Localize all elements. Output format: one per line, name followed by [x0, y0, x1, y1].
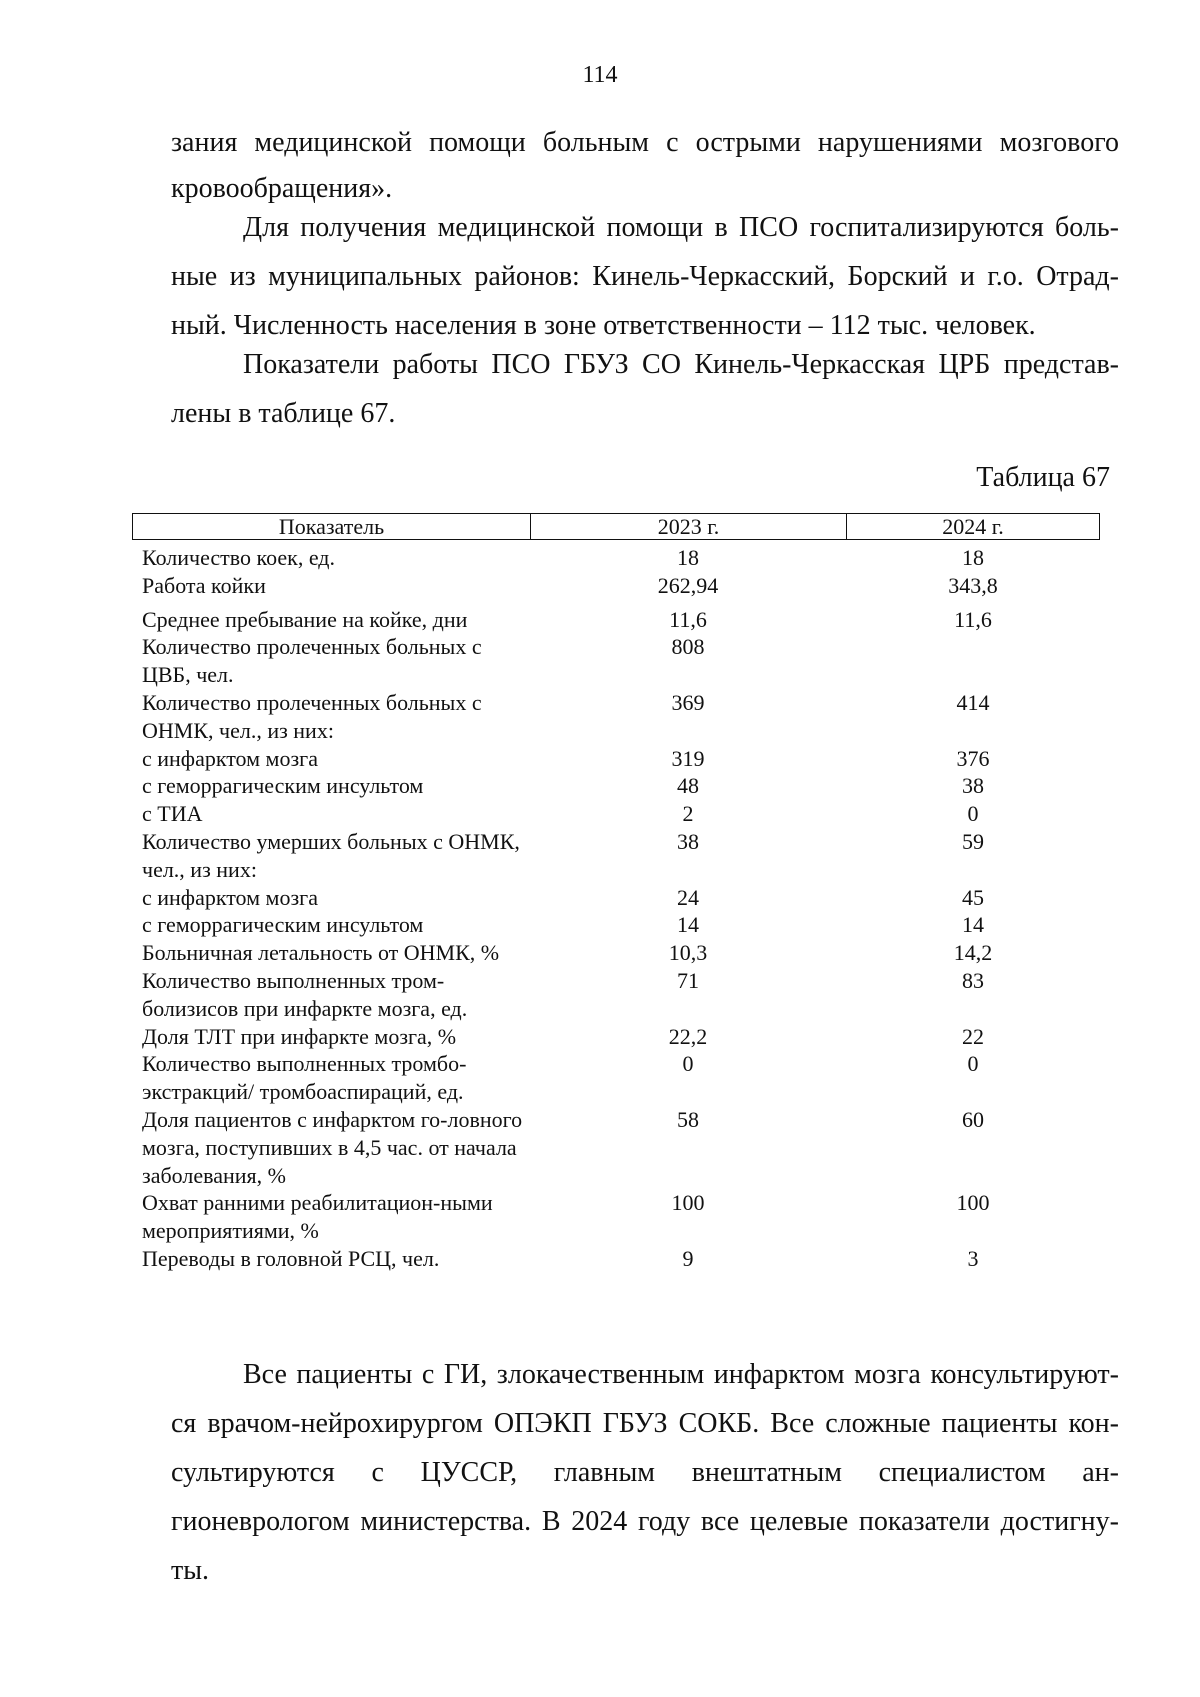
- page-number: 114: [582, 62, 618, 88]
- table-row: [132, 800, 1100, 828]
- row-label: Количество пролеченных больных с ОНМК, чел., из них:: [142, 689, 482, 743]
- row-label: с геморрагическим инсультом: [142, 912, 424, 938]
- value-2024: 60: [962, 1106, 984, 1132]
- value-2024: 14,2: [953, 940, 993, 966]
- row-label: Количество выполненных тромбо-экстракций/ тромбоаспираций, ед.: [142, 1051, 467, 1105]
- value-2023: 369: [671, 689, 705, 715]
- value-2023: 808: [671, 634, 705, 660]
- table-header-2024: 2024 г.: [942, 513, 1004, 539]
- table-row: [132, 633, 1100, 689]
- table-row: [132, 884, 1100, 912]
- paragraph-3: Показатели работы ПСО ГБУЗ СО Кинель-Черкасская ЦРБ представ-лены в таблице 67.: [171, 349, 1119, 429]
- table-row: [132, 828, 1100, 884]
- value-2024: 45: [962, 884, 984, 910]
- row-label: Количество коек, ед.: [142, 545, 335, 570]
- value-2024: 0: [967, 801, 979, 827]
- value-2024: 11,6: [954, 606, 992, 632]
- value-2024: 0: [967, 1051, 979, 1077]
- row-label: Больничная летальность от ОНМК, %: [142, 940, 500, 966]
- table-row: [132, 544, 1100, 572]
- paragraph-1-line-1: зания медицинской помощи больным с острыми нарушениями мозгового: [171, 127, 1119, 158]
- table-header-2023: 2023 г.: [531, 514, 847, 539]
- table-row: [132, 606, 1100, 634]
- table-row: [132, 911, 1100, 939]
- table-row: [132, 745, 1100, 773]
- value-2023: 100: [671, 1190, 705, 1216]
- table-caption: Таблица 67: [976, 462, 1110, 493]
- value-2023: 22,2: [668, 1023, 708, 1049]
- value-2024: 100: [956, 1190, 990, 1216]
- value-2023: 262,94: [657, 572, 719, 598]
- table-row: [132, 689, 1100, 745]
- value-2023: 48: [677, 773, 699, 799]
- row-label: с инфарктом мозга: [142, 884, 318, 910]
- value-2023: 38: [677, 828, 699, 854]
- table-header-row: [132, 513, 1100, 540]
- paragraph-2: Для получения медицинской помощи в ПСО госпитализируются боль-ные из муниципальных районов: Кинель-Черкасский, Борский и г.о. Отрад-ный. Численность населения в зоне ответственности – 112 тыс. человек.: [171, 212, 1119, 341]
- value-2024: 22: [962, 1023, 984, 1049]
- row-label: Среднее пребывание на койке, дни: [142, 606, 468, 632]
- table-row: [132, 967, 1100, 1023]
- table-row: [132, 939, 1100, 967]
- paragraph-1-line-2: кровообращения».: [171, 173, 393, 204]
- row-label: Работа койки: [142, 572, 266, 598]
- row-label: Доля ТЛТ при инфаркте мозга, %: [142, 1023, 457, 1049]
- value-2023: 10,3: [668, 940, 708, 966]
- table-row: [132, 1023, 1100, 1051]
- value-2024: 343,8: [948, 572, 998, 598]
- value-2024: 376: [956, 745, 990, 771]
- value-2024: 59: [962, 828, 984, 854]
- table-row: [132, 572, 1100, 600]
- value-2023: 319: [671, 745, 705, 771]
- value-2023: 9: [682, 1245, 694, 1271]
- value-2023: 14: [677, 912, 699, 938]
- row-label: Охват ранними реабилитацион-ными мероприятиями, %: [142, 1190, 493, 1244]
- value-2023: 0: [682, 1051, 694, 1077]
- table-row: [132, 1050, 1100, 1106]
- row-label: Количество пролеченных больных с ЦВБ, чел.: [142, 634, 482, 688]
- value-2024: 14: [962, 912, 984, 938]
- row-label: Количество выполненных тром-болизисов при инфаркте мозга, ед.: [142, 967, 468, 1021]
- value-2023: 18: [677, 545, 699, 570]
- table-row: [132, 1189, 1100, 1245]
- table-header-indicator: Показатель: [133, 514, 531, 539]
- row-label: Доля пациентов с инфарктом го-ловного мозга, поступивших в 4,5 час. от начала заболевания, %: [142, 1106, 523, 1188]
- row-label: Переводы в головной РСЦ, чел.: [142, 1245, 440, 1271]
- value-2024: 414: [956, 689, 990, 715]
- value-2024: 83: [962, 967, 984, 993]
- table-body: [132, 544, 1100, 1273]
- row-label: с геморрагическим инсультом: [142, 773, 424, 799]
- table-row: [132, 1106, 1100, 1189]
- table-row: [132, 1245, 1100, 1273]
- value-2024: 18: [962, 545, 984, 570]
- row-label: с инфарктом мозга: [142, 745, 318, 771]
- value-2023: 58: [677, 1106, 699, 1132]
- paragraph-4: Все пациенты с ГИ, злокачественным инфарктом мозга консультируют-ся врачом-нейрохирургом ОПЭКП ГБУЗ СОКБ. Все сложные пациенты кон-сультируются с ЦУССР, главным внештатным специалистом ан-гионеврологом министерства. В 2024 году все целевые показатели достигну-ты.: [171, 1359, 1119, 1586]
- value-2023: 71: [677, 967, 699, 993]
- value-2024: 38: [962, 773, 984, 799]
- value-2024: 3: [967, 1245, 979, 1271]
- table-row: [132, 772, 1100, 800]
- value-2023: 2: [682, 801, 694, 827]
- value-2023: 24: [677, 884, 699, 910]
- row-label: Количество умерших больных с ОНМК, чел., из них:: [142, 828, 520, 882]
- value-2023: 11,6: [669, 606, 707, 632]
- row-label: с ТИА: [142, 801, 203, 827]
